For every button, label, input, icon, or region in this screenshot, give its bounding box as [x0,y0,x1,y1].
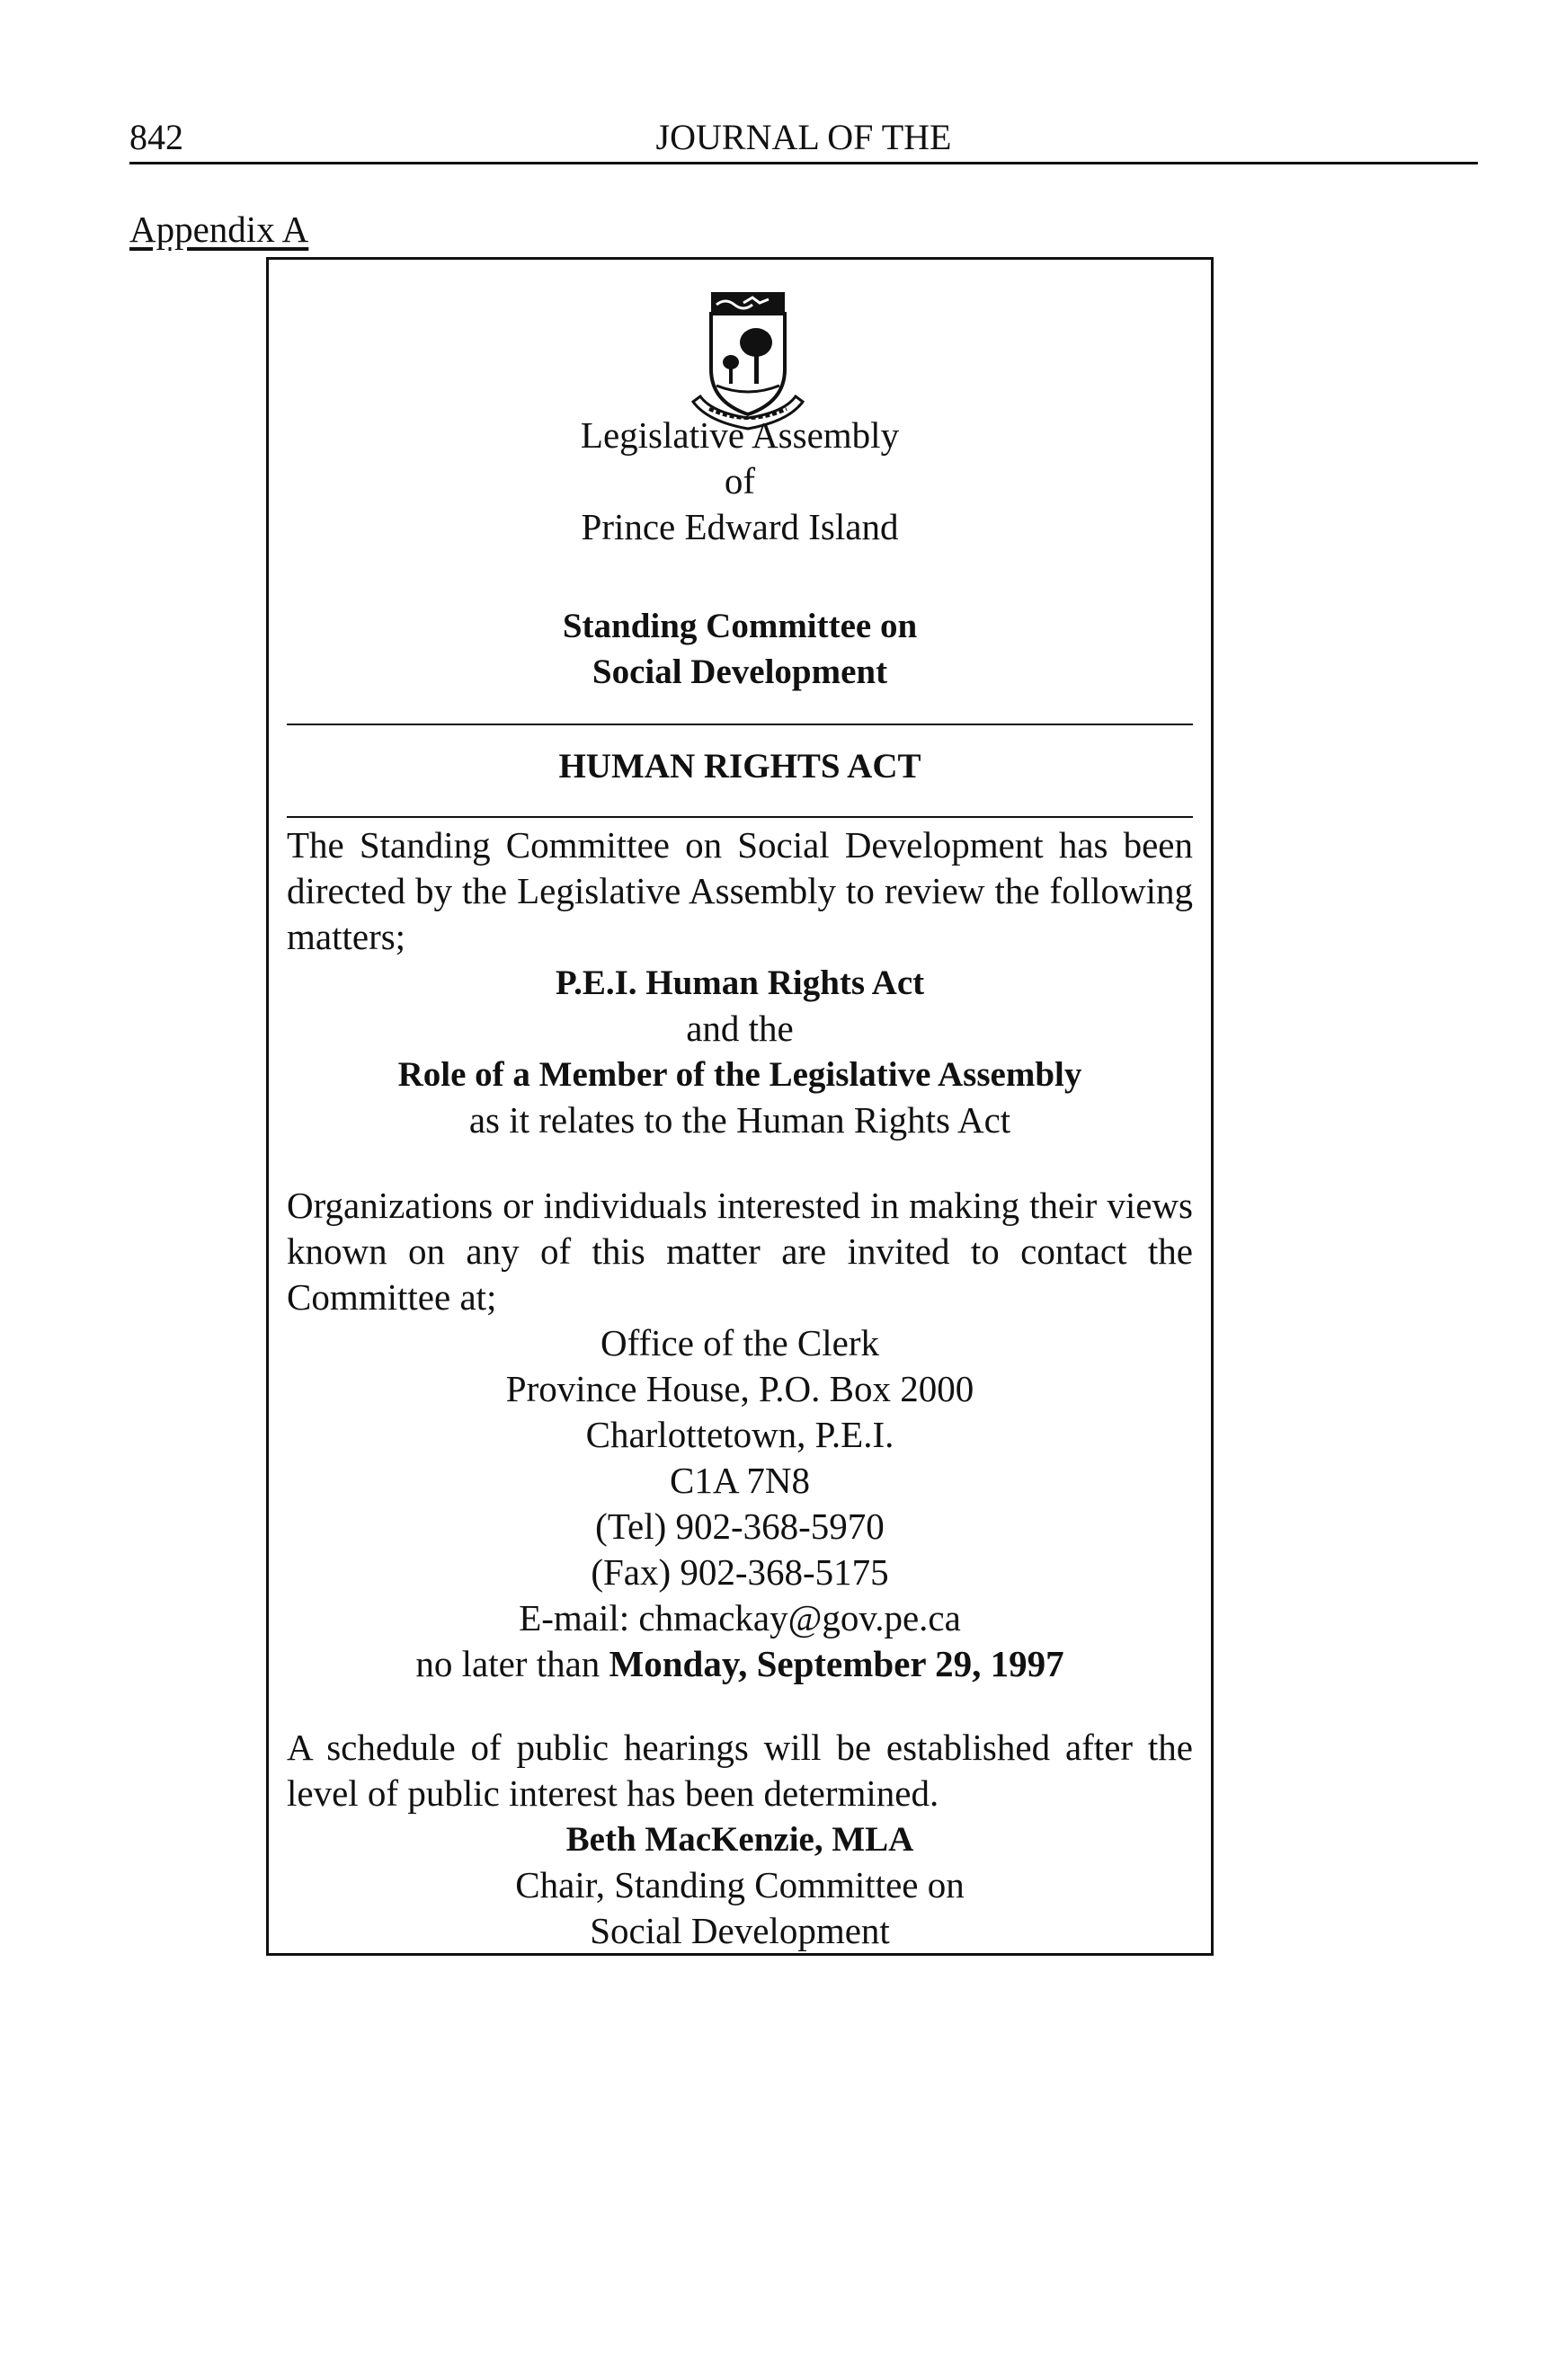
committee-line: Social Development [592,653,888,691]
org-line: of [724,460,756,502]
contact-address: Province House, P.O. Box 2000 [505,1368,974,1409]
divider-top [287,724,1193,725]
matter-two: Role of a Member of the Legislative Assembly [397,1055,1082,1094]
contact-city: Charlottetown, P.E.I. [585,1414,894,1455]
signatory-title [287,1862,1193,1954]
running-head: JOURNAL OF THE [655,117,952,157]
contact-email: E-mail: chmackay@gov.pe.ca [519,1597,961,1638]
contact-telephone: (Tel) 902-368-5970 [595,1505,885,1547]
deadline-date: Monday, September 29, 1997 [609,1643,1064,1684]
invitation-paragraph: Organizations or individuals interested in making their views known on any of this matter are invited to contact the Committee at; [287,1185,1193,1318]
deadline-prefix: no later than [415,1643,609,1684]
matter-one: P.E.I. Human Rights Act [555,964,925,1002]
act-title: HUMAN RIGHTS ACT [558,747,921,786]
deadline-line [287,1641,1193,1687]
org-line: Prince Edward Island [581,506,899,547]
page-header [129,115,1478,160]
divider-bottom [287,816,1193,818]
contact-fax: (Fax) 902-368-5175 [591,1551,889,1593]
committee-name [287,603,1193,695]
page-number: 842 [129,117,183,157]
appendix-label: Appendix A [129,209,309,250]
schedule-paragraph: A schedule of public hearings will be established after the level of public interest has been determined. [287,1727,1193,1814]
notice-box [266,257,1214,1956]
contact-office: Office of the Clerk [600,1322,880,1363]
intro-paragraph: The Standing Committee on Social Development has been directed by the Legislative Assembly to review the following matters; [287,824,1193,957]
matter-conjunction: and the [686,1008,794,1049]
signatory-title-line: Social Development [590,1910,890,1951]
signatory-title-line: Chair, Standing Committee on [515,1864,965,1905]
committee-line: Standing Committee on [562,607,918,645]
org-line: Legislative Assembly [580,414,900,456]
matter-two-subtitle: as it relates to the Human Rights Act [468,1099,1011,1141]
organization-name [287,413,1193,550]
header-rule [129,162,1478,164]
signatory-name: Beth MacKenzie, MLA [565,1820,914,1859]
contact-block [287,1320,1193,1687]
contact-postal-code: C1A 7N8 [669,1460,811,1501]
